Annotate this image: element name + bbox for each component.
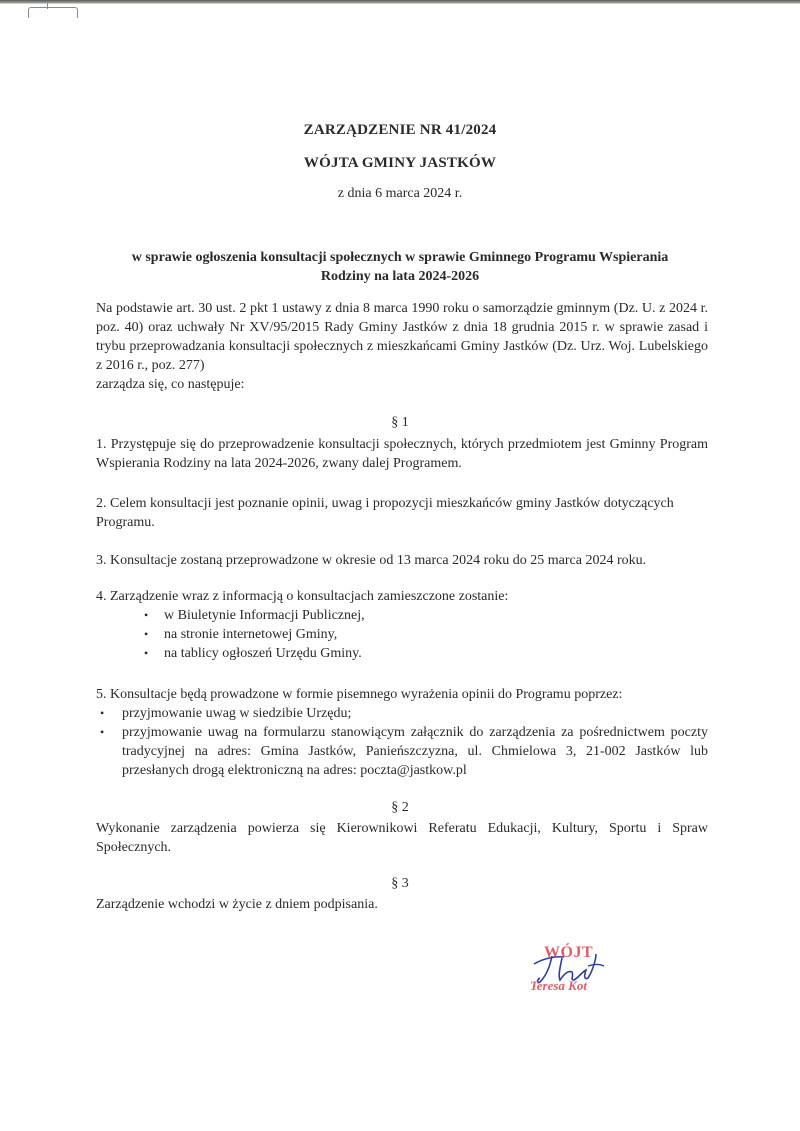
document-subject: w sprawie ogłoszenia konsultacji społecznych w sprawie Gminnego Programu Wspierania Rodziny na lata 2024-2026 bbox=[131, 250, 669, 284]
bullet-icon: • bbox=[144, 627, 149, 641]
list-item: • przyjmowanie uwag w siedzibie Urzędu; bbox=[100, 706, 352, 721]
publication-list bbox=[96, 606, 708, 663]
section-3-text: Zarządzenie wchodzi w życie z dniem podpisania. bbox=[96, 897, 378, 912]
preamble bbox=[96, 299, 708, 394]
section-1-sign: § 1 bbox=[391, 415, 409, 430]
section-2-sign: § 2 bbox=[391, 800, 409, 815]
section-1-item-3: 3. Konsultacje zostaną przeprowadzone w okresie od 13 marca 2024 roku do 25 marca 2024 roku. bbox=[96, 553, 647, 568]
consultation-methods-list bbox=[96, 704, 708, 780]
section-1-item-2: 2. Celem konsultacji jest poznanie opinii, uwag i propozycji mieszkańców gminy Jastków dotyczących Programu. bbox=[96, 496, 674, 530]
list-item: • w Biuletynie Informacji Publicznej, bbox=[144, 608, 365, 623]
document-title: ZARZĄDZENIE NR 41/2024 bbox=[303, 122, 497, 138]
list-item: • przyjmowanie uwag na formularzu stanowiącym załącznik do zarządzenia za pośrednictwem poczty tradycyjnej na adres: Gmina Jastków, Panieńszczyzna, ul. Chmielowa 3, 21-002 Jastków lub przesłanych drogą elektroniczną na adres: poczta@jastkow.pl bbox=[100, 725, 708, 778]
signature-stamp bbox=[530, 944, 630, 1000]
document-issuer: WÓJTA GMINY JASTKÓW bbox=[303, 155, 497, 171]
staple-mark bbox=[28, 7, 78, 18]
section-1-item-5-text: 5. Konsultacje będą prowadzone w formie pisemnego wyrażenia opinii do Programu poprzez: bbox=[96, 687, 623, 702]
section-3-sign: § 3 bbox=[391, 876, 409, 891]
list-item: • na stronie internetowej Gminy, bbox=[144, 627, 338, 642]
stamp-title: WÓJT bbox=[544, 944, 594, 961]
legal-basis: Na podstawie art. 30 ust. 2 pkt 1 ustawy z dnia 8 marca 1990 roku o samorządzie gminnym (Dz. U. z 2024 r. poz. 40) oraz uchwały Nr XV/95/2015 Rady Gminy Jastków z dnia 18 grudnia 2015 r. w sprawie zasad i trybu przeprowadzania konsultacji społecznych z mieszkańcami Gminy Jastków (Dz. Urz. Woj. Lubelskiego z 2016 r., poz. 277) bbox=[96, 301, 708, 373]
stamp-name: Teresa Kot bbox=[530, 978, 587, 993]
section-1-item-4 bbox=[96, 587, 708, 663]
section-2-text: Wykonanie zarządzenia powierza się Kierownikowi Referatu Edukacji, Kultury, Sportu i Spraw Społecznych. bbox=[96, 821, 708, 855]
bullet-icon: • bbox=[144, 608, 149, 622]
document-date: z dnia 6 marca 2024 r. bbox=[337, 186, 463, 201]
bullet-icon: • bbox=[100, 706, 105, 720]
preamble-conclusion: zarządza się, co następuje: bbox=[96, 377, 245, 392]
section-1-item-4-text: 4. Zarządzenie wraz z informacją o konsultacjach zamieszczone zostanie: bbox=[96, 589, 509, 604]
bullet-icon: • bbox=[100, 725, 105, 739]
section-1-item-1: 1. Przystępuje się do przeprowadzenie konsultacji społecznych, których przedmiotem jest Gminny Program Wspierania Rodziny na lata 2024-2026, zwany dalej Programem. bbox=[96, 437, 708, 471]
scan-top-edge bbox=[0, 0, 800, 4]
list-item: • na tablicy ogłoszeń Urzędu Gminy. bbox=[144, 646, 362, 661]
section-1-item-5 bbox=[96, 685, 708, 780]
bullet-icon: • bbox=[144, 646, 149, 660]
